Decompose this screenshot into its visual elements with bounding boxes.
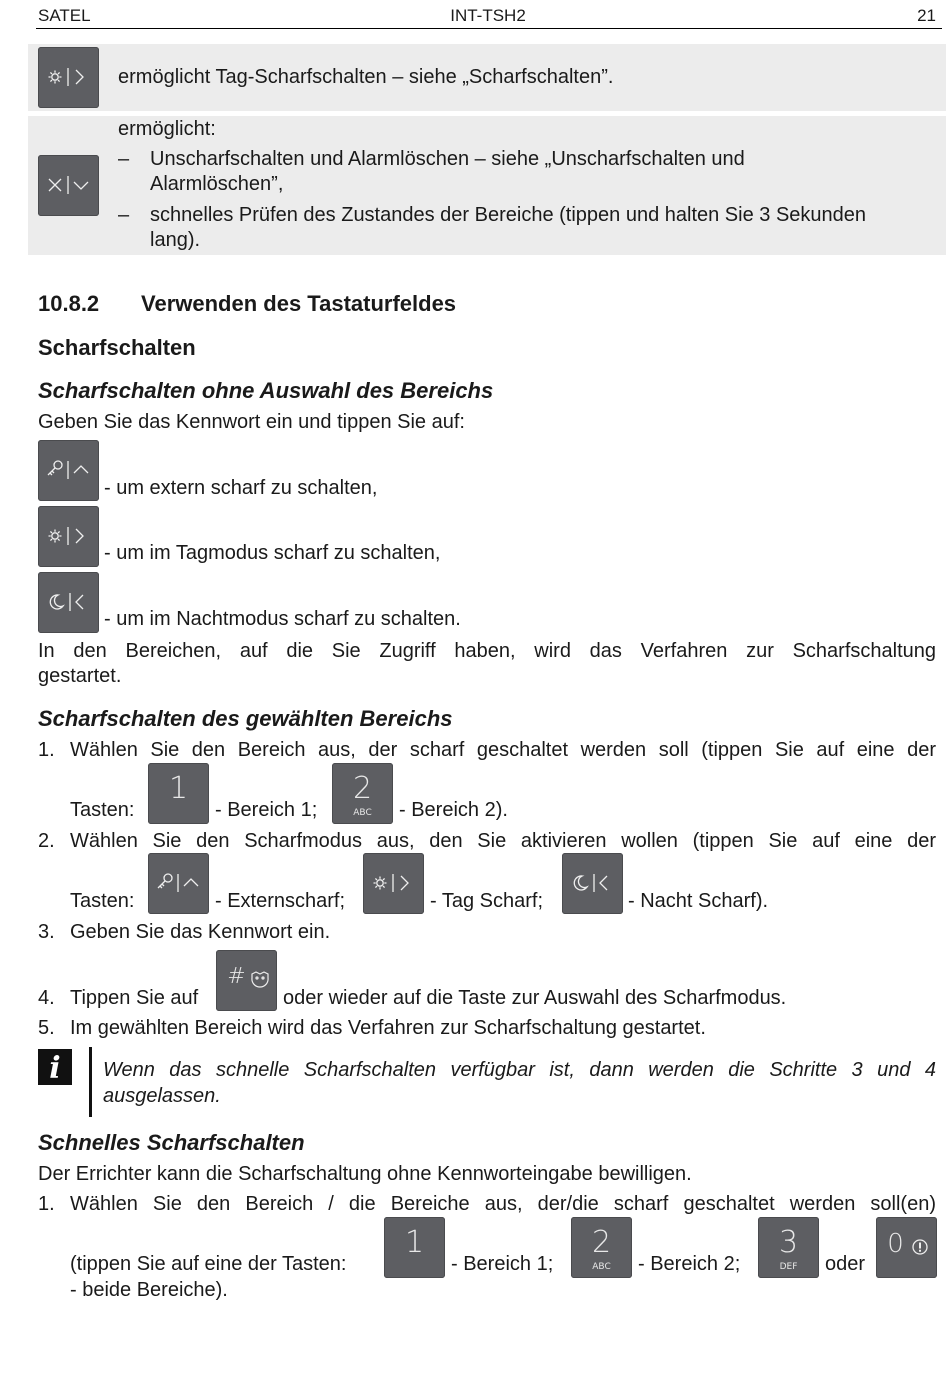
key-0-alarm-icon [876,1217,937,1278]
heading-selected: Scharfschalten des gewählten Bereichs [38,706,453,731]
step-1-line-1: Wählen Sie den Bereich aus, der scharf geschaltet werden soll (tippen Sie auf eine der [70,739,936,761]
hash-symbol: # [227,964,246,989]
page-number: 21 [917,6,936,25]
step-number: 1. [38,739,55,761]
bullet-1-line-2: Alarmlöschen”, [150,173,284,195]
step-2-mode-1: - Externscharf; [215,890,346,912]
step-2-mode-2: - Tag Scharf; [430,890,544,912]
note-line-2: ausgelassen. [103,1085,221,1107]
step-2-mode-3: - Nacht Scharf). [628,890,769,912]
quick-intro: Der Errichter kann die Scharfschaltung ohne Kennworteingabe bewilligen. [38,1163,692,1185]
key-night-icon [562,853,623,914]
step-4-text-a: Tippen Sie auf [70,987,199,1009]
quick-or: oder [825,1253,866,1275]
key-2-digit: 2 [352,771,373,806]
bullet-dash: – [118,204,130,226]
step-number: 4. [38,987,55,1009]
header-product: INT-TSH2 [450,6,526,25]
quick-area-1: - Bereich 1; [451,1253,554,1275]
key-0-digit: 0 [887,1229,904,1259]
key-day-icon [38,506,99,567]
key-2-letters: ABC [592,1262,611,1272]
step-1-area-1: - Bereich 1; [215,799,318,821]
key-3-digit: 3 [778,1225,799,1260]
quick-step-1-line-1: Wählen Sie den Bereich / die Bereiche aus, der/die scharf geschaltet werden soll(en) [70,1193,936,1215]
key-hash-icon [216,950,277,1011]
key-1-digit: 1 [404,1225,425,1260]
quick-step-1-line-3: - beide Bereiche). [70,1279,228,1301]
key-2-icon [332,763,393,824]
header-divider [36,28,942,29]
note-bar [89,1047,92,1117]
no-area-outro-2: gestartet. [38,665,122,687]
step-1-area-2: - Bereich 2). [399,799,508,821]
key-2-letters: ABC [353,808,372,818]
key-arm-icon [38,440,99,501]
step-2-line-1: Wählen Sie den Scharfmodus aus, den Sie aktivieren wollen (tippen Sie auf eine der [70,830,936,852]
quick-area-2: - Bereich 2; [638,1253,741,1275]
svg-text:i: i [49,1051,61,1085]
step-4-text-b: oder wieder auf die Taste zur Auswahl des Scharfmodus. [283,987,787,1009]
key-3-letters: DEF [779,1262,798,1272]
bullet-2-line-1: schnelles Prüfen des Zustandes der Bereiche (tippen und halten Sie 3 Sekunden [150,204,867,226]
bullet-1-line-1: Unscharfschalten und Alarmlöschen – siehe „Unscharfschalten und [150,148,745,170]
heading-scharfschalten: Scharfschalten [38,335,196,360]
option-1: - um extern scharf zu schalten, [104,477,378,499]
section-title: Verwenden des Tastaturfeldes [141,291,457,316]
option-3: - um im Nachtmodus scharf zu schalten. [104,608,461,630]
row1-text: ermöglicht Tag-Scharfschalten – siehe „Scharfschalten”. [118,66,614,88]
key-night-icon [38,572,99,633]
bullet-2-line-2: lang). [150,229,201,251]
section-number: 10.8.2 [38,291,100,316]
option-2: - um im Tagmodus scharf zu schalten, [104,542,441,564]
step-1-tasten: Tasten: [70,799,135,821]
key-2-icon [571,1217,632,1278]
key-2-digit: 2 [591,1225,612,1260]
key-arm-icon [148,853,209,914]
step-3-text: Geben Sie das Kennwort ein. [70,921,331,943]
step-number: 1. [38,1193,55,1215]
step-number: 3. [38,921,55,943]
step-5-text: Im gewählten Bereich wird das Verfahren zur Scharfschaltung gestartet. [70,1017,706,1039]
quick-step-1-text: (tippen Sie auf eine der Tasten: [70,1253,347,1275]
no-area-intro: Geben Sie das Kennwort ein und tippen Sie auf: [38,411,465,433]
step-number: 2. [38,830,55,852]
header-brand: SATEL [38,6,91,25]
note-line-1: Wenn das schnelle Scharfschalten verfügbar ist, dann werden die Schritte 3 und 4 [103,1059,936,1081]
key-3-icon [758,1217,819,1278]
step-number: 5. [38,1017,55,1039]
sun-right-key-icon [38,47,99,108]
key-1-icon [384,1217,445,1278]
step-2-tasten: Tasten: [70,890,135,912]
row2-intro: ermöglicht: [118,118,216,140]
key-1-icon [148,763,209,824]
key-1-digit: 1 [168,771,189,806]
heading-quick: Schnelles Scharfschalten [38,1130,305,1155]
x-down-key-icon [38,155,99,216]
no-area-outro-1: In den Bereichen, auf die Sie Zugriff haben, wird das Verfahren zur Scharfschaltung [38,640,936,662]
info-icon [38,1049,72,1085]
heading-no-area: Scharfschalten ohne Auswahl des Bereichs [38,378,494,403]
key-day-icon [363,853,424,914]
bullet-dash: – [118,148,130,170]
